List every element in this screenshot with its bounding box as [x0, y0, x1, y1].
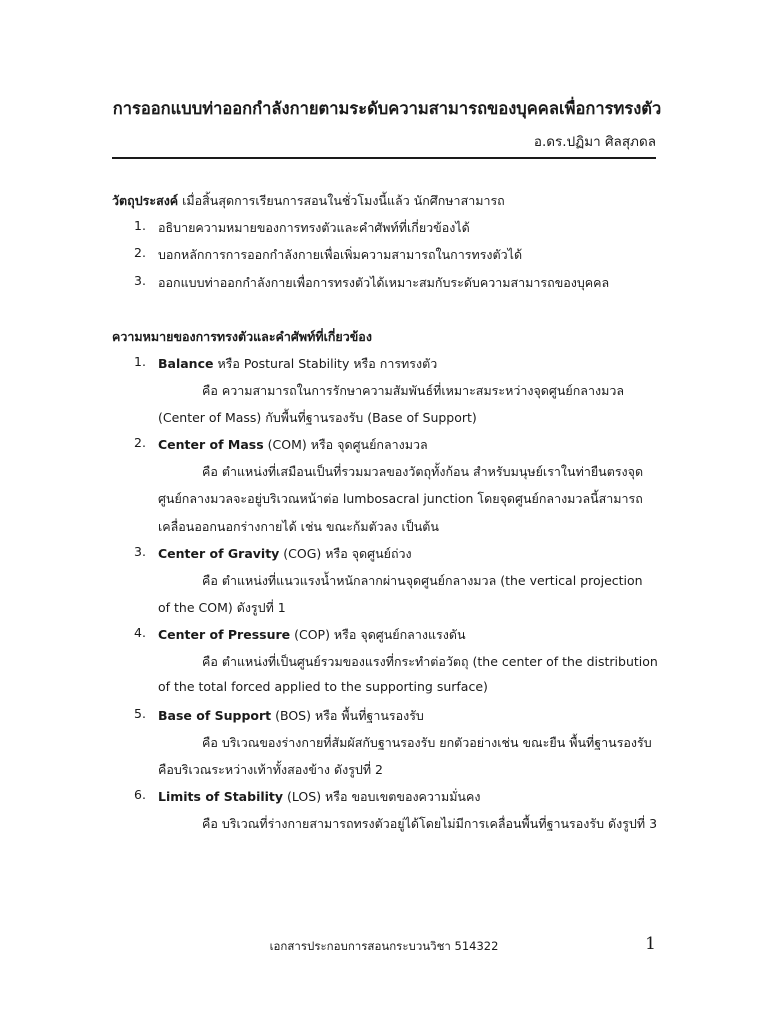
term-alias: (LOS) หรือ ขอบเขตของความมั่นคง [283, 789, 481, 804]
term-definition-line: คือ ตำแหน่งที่เป็นศูนย์รวมของแรงที่กระทำต่อวัตถุ (the center of the distribution [202, 654, 658, 669]
term-number: 4. [134, 625, 146, 640]
term-name: Limits of Stability [158, 789, 284, 804]
objective-item: ออกแบบท่าออกกำลังกายเพื่อการทรงตัวได้เหมาะสมกับระดับความสามารถของบุคคล [158, 275, 610, 290]
term-name: Balance [158, 356, 214, 371]
objectives-intro: เมื่อสิ้นสุดการเรียนการสอนในชั่วโมงนี้แล้ว นักศึกษาสามารถ [178, 193, 505, 208]
term-entry [158, 435, 428, 455]
term-entry [158, 787, 480, 807]
term-entry [158, 706, 424, 726]
term-alias: (COM) หรือ จุดศูนย์กลางมวล [263, 437, 428, 452]
term-alias: (COP) หรือ จุดศูนย์กลางแรงดัน [290, 627, 466, 642]
objective-item: อธิบายความหมายของการทรงตัวและคำศัพท์ที่เกี่ยวข้องได้ [158, 220, 470, 235]
term-number: 2. [134, 435, 146, 450]
term-definition-line: of the COM) ดังรูปที่ 1 [158, 600, 286, 615]
term-name: Base of Support [158, 708, 272, 723]
term-entry [158, 354, 437, 374]
term-entry [158, 544, 412, 564]
objectives-heading: วัตถุประสงค์ [112, 193, 179, 208]
term-number: 3. [134, 544, 146, 559]
term-definition-line: คือ ตำแหน่งที่แนวแรงน้ำหนักลากผ่านจุดศูนย์กลางมวล (the vertical projection [202, 573, 643, 588]
term-definition-line: เคลื่อนออกนอกร่างกายได้ เช่น ขณะก้มตัวลง เป็นต้น [158, 519, 439, 534]
page-number: 1 [645, 934, 656, 954]
objective-number: 3. [134, 273, 146, 288]
term-name: Center of Pressure [158, 627, 291, 642]
page-footer: เอกสารประกอบการสอนกระบวนวิชา 514322 [269, 939, 499, 953]
term-definition-line: คือ บริเวณที่ร่างกายสามารถทรงตัวอยู่ได้โดยไม่มีการเคลื่อนพื้นที่ฐานรองรับ ดังรูปที่ 3 [202, 816, 658, 831]
term-name: Center of Mass [158, 437, 264, 452]
term-definition-line: คือ ความสามารถในการรักษาความสัมพันธ์ที่เหมาะสมระหว่างจุดศูนย์กลางมวล [202, 383, 625, 398]
term-alias: (COG) หรือ จุดศูนย์ถ่วง [279, 546, 412, 561]
term-definition-line: of the total forced applied to the supporting surface) [158, 679, 488, 694]
term-definition-line: คือบริเวณระหว่างเท้าทั้งสองข้าง ดังรูปที่ 2 [158, 762, 384, 777]
term-definition-line: คือ ตำแหน่งที่เสมือนเป็นที่รวมมวลของวัตถุทั้งก้อน สำหรับมนุษย์เราในท่ายืนตรงจุด [202, 464, 644, 479]
term-number: 6. [134, 787, 146, 802]
term-alias: (BOS) หรือ พื้นที่ฐานรองรับ [271, 708, 424, 723]
term-entry [158, 625, 466, 645]
term-name: Center of Gravity [158, 546, 280, 561]
title-divider [112, 157, 656, 159]
objective-item: บอกหลักการการออกกำลังกายเพื่อเพิ่มความสามารถในการทรงตัวได้ [158, 247, 523, 262]
objective-number: 1. [134, 218, 146, 233]
objectives-paragraph [112, 191, 505, 211]
document-author: อ.ดร.ปฏิมา ศิลสุภดล [533, 134, 656, 150]
terms-heading: ความหมายของการทรงตัวและคำศัพท์ที่เกี่ยวข้อง [112, 329, 372, 344]
term-number: 1. [134, 354, 146, 369]
objective-number: 2. [134, 245, 146, 260]
document-title: การออกแบบท่าออกกำลังกายตามระดับความสามารถของบุคคลเพื่อการทรงตัว [112, 99, 662, 118]
term-alias: หรือ Postural Stability หรือ การทรงตัว [213, 356, 438, 371]
term-definition-line: คือ บริเวณของร่างกายที่สัมผัสกับฐานรองรับ ยกตัวอย่างเช่น ขณะยืน พื้นที่ฐานรองรับ [202, 735, 652, 750]
term-definition-line: (Center of Mass) กับพื้นที่ฐานรองรับ (Base of Support) [158, 410, 477, 425]
term-number: 5. [134, 706, 146, 721]
term-definition-line: ศูนย์กลางมวลจะอยู่บริเวณหน้าต่อ lumbosacral junction โดยจุดศูนย์กลางมวลนี้สามารถ [158, 491, 643, 506]
